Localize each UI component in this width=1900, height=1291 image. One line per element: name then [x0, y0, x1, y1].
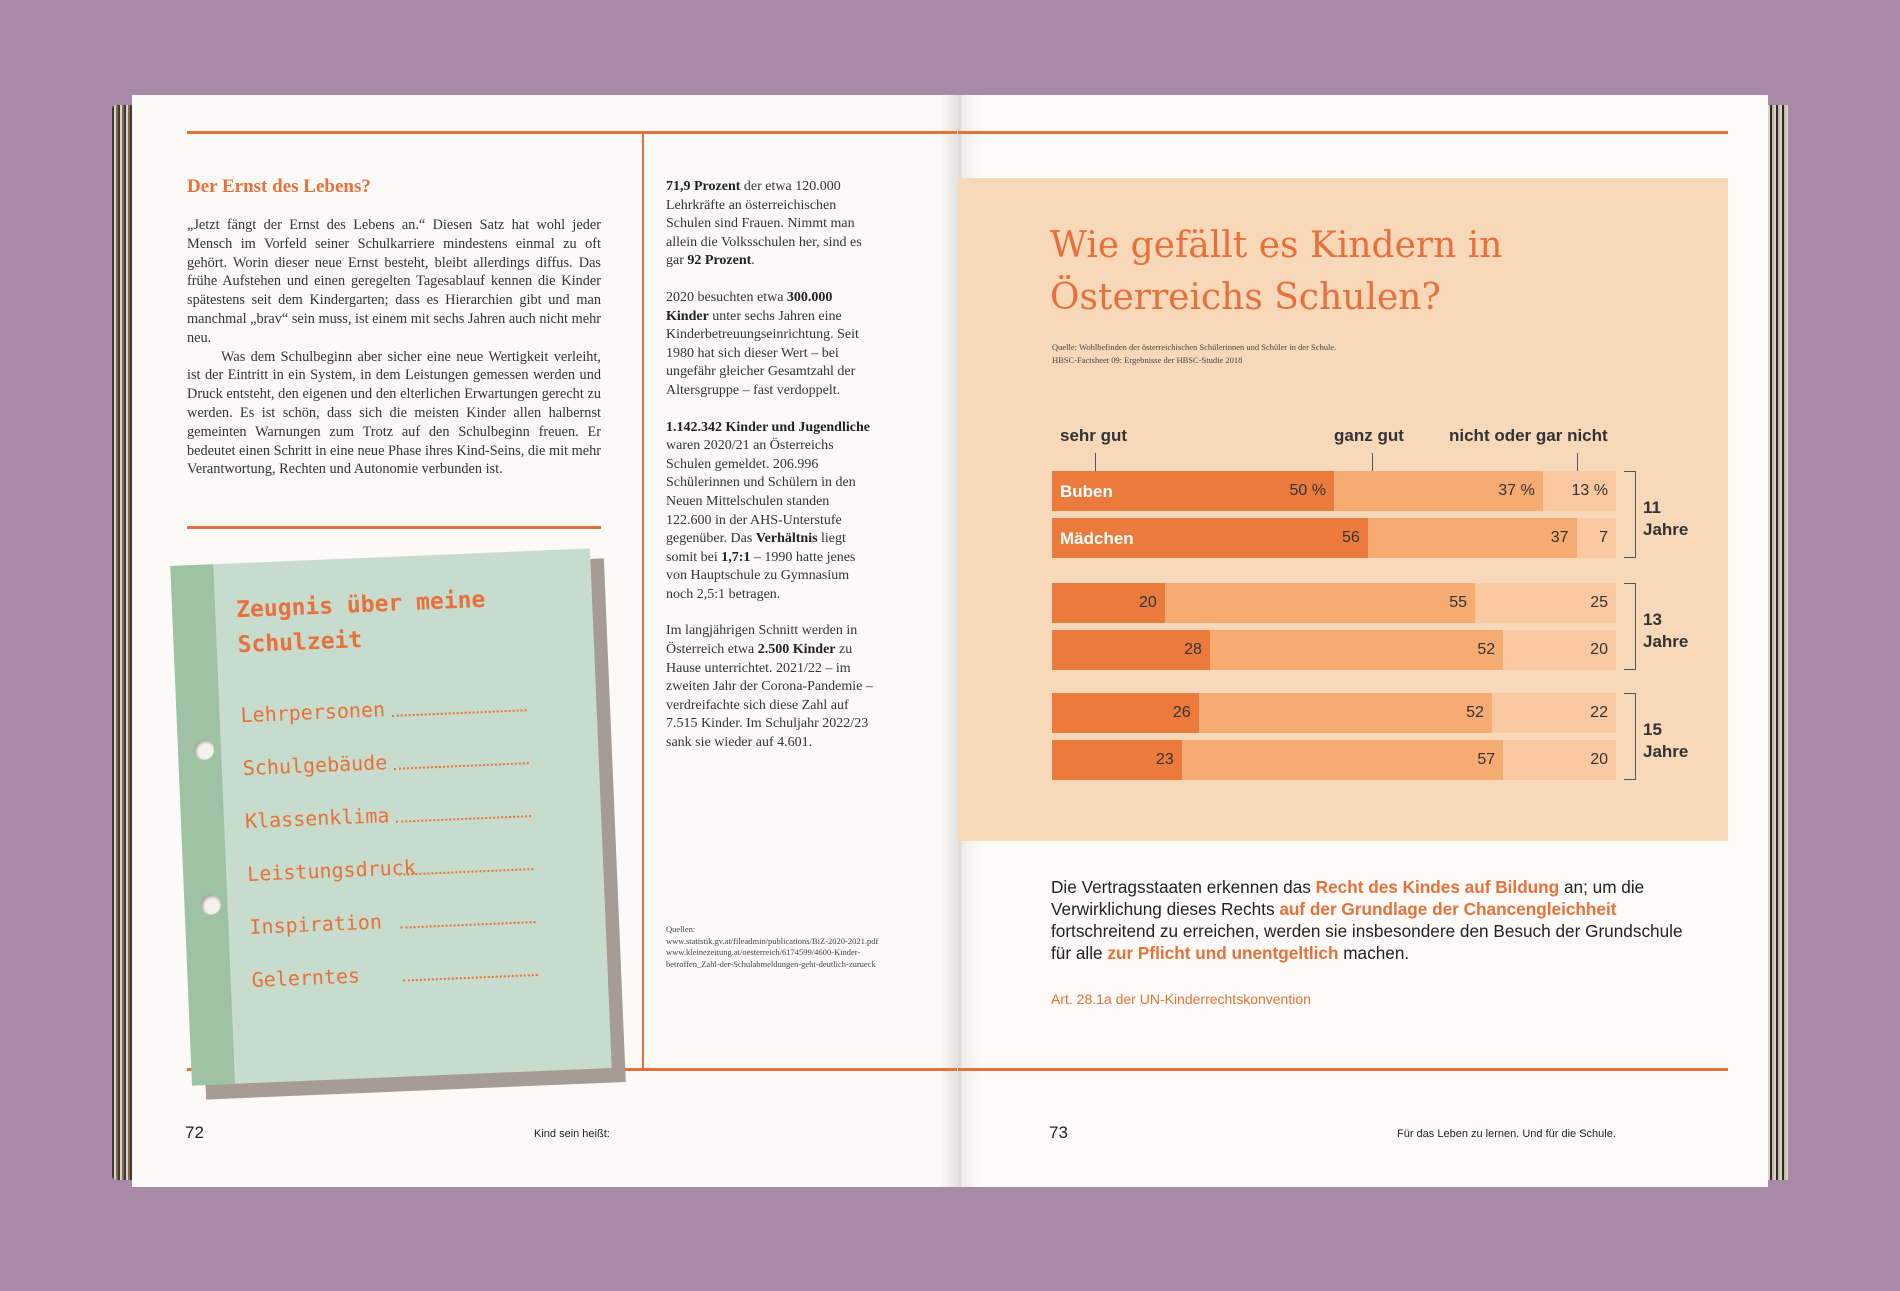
card-item: Lehrpersonen	[240, 697, 386, 728]
quote-citation: Art. 28.1a der UN-Kinderrechtskonvention	[1051, 991, 1311, 1007]
age-number: 13	[1643, 610, 1662, 629]
age-group-bracket	[1624, 693, 1636, 780]
quote-text: fortschreitend zu erreichen, werden sie insbesondere den Besuch der Grundschule für alle	[1051, 921, 1683, 963]
bar-value-label: 22	[1590, 704, 1608, 721]
quote-text: machen.	[1338, 943, 1410, 963]
fact-text: unter sechs Jahren eine Kinderbetreuungseinrichtung. Seit 1980 hat sich dieser Wert – bei ungefähr gleicher Gesamtzahl der Altersgruppe – fast verdoppelt.	[666, 308, 859, 398]
facts-column	[666, 178, 876, 771]
age-word: Jahre	[1643, 632, 1689, 651]
bar-segment-sehr-gut	[1052, 740, 1182, 780]
bar-value-label: 57	[1477, 751, 1496, 768]
quote-text: an; um die Verwirklichung dieses Rechts	[1051, 877, 1645, 919]
age-group-label	[1643, 609, 1688, 653]
bar-category-label: Buben	[1060, 482, 1113, 501]
legend-tick	[1577, 453, 1578, 471]
bar-value-label: 37 %	[1498, 482, 1535, 499]
fact-bold: 71,9 Prozent	[666, 179, 741, 194]
quote-text: Die Vertragsstaaten erkennen das	[1051, 877, 1316, 897]
bar-segment-sehr-gut	[1052, 518, 1368, 558]
fact-paragraph	[666, 622, 876, 752]
fact-text: der etwa 120.000 Lehrkräfte an österreichischen Schulen sind Frauen. Nimmt man allein die Volksschulen her, sind es gar	[666, 179, 862, 269]
top-rule-left	[187, 131, 957, 134]
age-word: Jahre	[1643, 742, 1689, 761]
fact-text: liegt somit bei	[666, 531, 846, 565]
bar-value-label: 55	[1449, 594, 1467, 611]
legend-label-sehr-gut: sehr gut	[1060, 426, 1128, 445]
bar-row	[1052, 583, 1616, 623]
fill-line	[403, 974, 538, 982]
sources-block	[666, 924, 886, 970]
fill-line	[398, 868, 533, 876]
bar-value-label: 52	[1466, 704, 1484, 721]
bar-segment-nicht	[1577, 518, 1616, 558]
age-word: Jahre	[1643, 520, 1689, 539]
bar-value-label: 25	[1590, 594, 1608, 611]
bar-segment-ganz-gut	[1368, 518, 1577, 558]
fact-bold: 1,7:1	[721, 549, 751, 565]
sources-label: Quellen:	[666, 924, 696, 934]
card-item: Leistungsdruck	[246, 855, 417, 887]
paragraph: Was dem Schulbeginn aber sicher eine neue Wertigkeit verleiht, ist der Eintritt in ein System, in dem Leistungen gemessen werden und Druck entsteht, den eigenen und den elterlichen Erwartungen gerecht zu werden. Es ist schön, dass sich die meisten Kinder allen halbernst gemeinten Warnungen zum Trotz auf den Schulbeginn freuen. Er bedeutet einen Schritt in eine neue Phase ihres Kind-Seins, die mit mehr Verantwortung, Rechten und Autonomie verbunden ist.	[187, 348, 601, 478]
card-item: Schulgebäude	[242, 750, 388, 781]
source-line: HBSC-Factsheet 09: Ergebnisse der HBSC-Studie 2018	[1052, 355, 1243, 365]
bar-row	[1052, 471, 1616, 511]
body-text	[187, 216, 601, 479]
bar-value-label: 52	[1477, 641, 1496, 658]
quote-highlight: Recht des Kindes auf Bildung	[1315, 877, 1560, 897]
legend-tick	[1095, 453, 1096, 471]
fact-bold: 92 Prozent	[687, 253, 752, 269]
fill-line	[401, 921, 536, 929]
bar-segment-ganz-gut	[1182, 740, 1503, 780]
page-number: 73	[1049, 1123, 1068, 1142]
fact-bold: 1.142.342 Kinder und Jugendliche	[666, 419, 870, 435]
bar-segment-ganz-gut	[1199, 693, 1492, 733]
quote-highlight: auf der Grundlage der Chancengleichheit	[1279, 899, 1617, 919]
bar-value-label: 37	[1550, 529, 1569, 546]
source-line: Quelle: Wohlbefinden der österreichischen Schülerinnen und Schüler in der Schule.	[1052, 342, 1337, 352]
fact-text: zu Hause unterrichtet. 2021/22 – im zweiten Jahr der Corona-Pandemie – verdreifachte sich diese Zahl auf 7.515 Kinder. Im Schuljahr 2022/23 sank sie wieder auf 4.601.	[666, 642, 873, 751]
bar-segment-ganz-gut	[1334, 471, 1543, 511]
bar-segment-nicht	[1543, 471, 1616, 511]
fact-paragraph	[666, 419, 876, 605]
bar-value-label: 20	[1590, 751, 1608, 768]
age-group-label	[1643, 719, 1688, 763]
bar-row	[1052, 518, 1616, 558]
source-link[interactable]: www.statistik.gv.at/fileadmin/publications/BiZ-2020-2021.pdf	[666, 935, 879, 946]
fill-line	[394, 762, 529, 770]
bar-value-label: 7	[1599, 529, 1608, 546]
card-item: Klassenklima	[244, 803, 390, 834]
legend-label-ganz-gut: ganz gut	[1334, 426, 1404, 445]
report-card	[170, 548, 611, 1085]
bar-segment-ganz-gut	[1165, 583, 1475, 623]
bar-value-label: 50 %	[1289, 482, 1326, 499]
bar-segment-nicht	[1475, 583, 1616, 623]
column-divider	[642, 131, 644, 1071]
bar-segment-ganz-gut	[1210, 630, 1503, 670]
age-group-bracket	[1624, 471, 1636, 558]
bar-segment-sehr-gut	[1052, 471, 1334, 511]
bar-segment-nicht	[1492, 693, 1616, 733]
bar-row	[1052, 693, 1616, 733]
running-head: Für das Leben zu lernen. Und für die Schule.	[1397, 1128, 1616, 1140]
age-number: 11	[1643, 498, 1661, 517]
paragraph: „Jetzt fängt der Ernst des Lebens an.“ Diesen Satz hat wohl jeder Mensch im Vorfeld seiner Schulkarriere mindestens einmal zu oft gehört. Worin dieser neue Ernst besteht, bleibt allerdings diffus. Das frühe Aufstehen und einen geregelten Tagesablauf kennen die Kinder spätestens seit dem Kindergarten; dass es Hierarchien gibt und man manchmal „brav“ sein muss, ist einem mit sechs Jahren auch nicht mehr neu.	[187, 217, 601, 346]
chart-title	[1050, 220, 1502, 324]
legend-tick	[1372, 453, 1373, 471]
bar-row	[1052, 740, 1616, 780]
fact-text: waren 2020/21 an Österreichs Schulen gemeldet. 206.996 Schülerinnen und Schülern in den Neuen Mittelschulen standen 122.600 in der AHS-Unterstufe gegenüber. Das	[666, 438, 856, 547]
chart-source	[1052, 341, 1336, 367]
page-edges-right	[1768, 105, 1788, 1180]
fill-line	[396, 815, 531, 823]
chart-title-line: Wie gefällt es Kindern in	[1050, 225, 1503, 266]
age-group-bracket	[1624, 583, 1636, 670]
page-number: 72	[185, 1123, 204, 1142]
running-head: Kind sein heißt:	[534, 1128, 610, 1140]
top-rule-right	[958, 131, 1728, 134]
bar-segment-sehr-gut	[1052, 693, 1199, 733]
fact-text: .	[751, 253, 755, 269]
un-quote	[1051, 876, 1691, 964]
age-number: 15	[1643, 720, 1662, 739]
bar-row	[1052, 630, 1616, 670]
fact-bold: 300.000 Kinder	[666, 289, 833, 324]
legend-label-nicht: nicht oder gar nicht	[1449, 426, 1608, 445]
section-heading: Der Ernst des Lebens?	[187, 176, 371, 197]
card-item: Inspiration	[248, 909, 383, 940]
chart-title-line: Österreichs Schulen?	[1050, 277, 1441, 318]
bar-value-label: 13 %	[1571, 482, 1608, 499]
fact-bold: Verhältnis	[755, 531, 818, 547]
card-item: Gelerntes	[251, 963, 361, 992]
bar-value-label: 26	[1172, 704, 1191, 721]
fact-paragraph	[666, 178, 876, 271]
card-title	[235, 583, 487, 663]
bar-value-label: 23	[1155, 751, 1174, 768]
bar-category-label: Mädchen	[1060, 529, 1134, 548]
fact-text: – 1990 hatte jenes von Hauptschule zu Gymnasium noch 2,5:1 betragen.	[666, 549, 856, 602]
bar-segment-nicht	[1503, 630, 1616, 670]
bar-value-label: 20	[1139, 594, 1157, 611]
bottom-rule-right	[958, 1068, 1728, 1071]
bar-segment-nicht	[1503, 740, 1616, 780]
quote-highlight: zur Pflicht und unentgeltlich	[1107, 943, 1339, 963]
bar-segment-sehr-gut	[1052, 630, 1210, 670]
bar-value-label: 20	[1590, 641, 1608, 658]
bar-segment-sehr-gut	[1052, 583, 1165, 623]
bar-value-label: 56	[1342, 529, 1360, 546]
fact-paragraph	[666, 289, 876, 401]
section-rule	[187, 526, 601, 529]
card-title-line: Schulzeit	[237, 627, 363, 659]
card-title-line: Zeugnis über meine	[235, 586, 486, 624]
fact-bold: 2.500 Kinder	[757, 642, 836, 658]
fact-text: Im langjährigen Schnitt werden in Österreich etwa	[666, 623, 858, 658]
fact-text: 2020 besuchten etwa	[666, 289, 787, 305]
source-link[interactable]: www.kleinezeitung.at/oesterreich/6174599/4600-Kinder-betroffen_Zahl-der-Schulabmeldungen-geht-deutlich-zurueck	[666, 947, 876, 969]
age-group-label	[1643, 497, 1688, 541]
fill-line	[392, 709, 527, 717]
bar-value-label: 28	[1184, 641, 1202, 658]
